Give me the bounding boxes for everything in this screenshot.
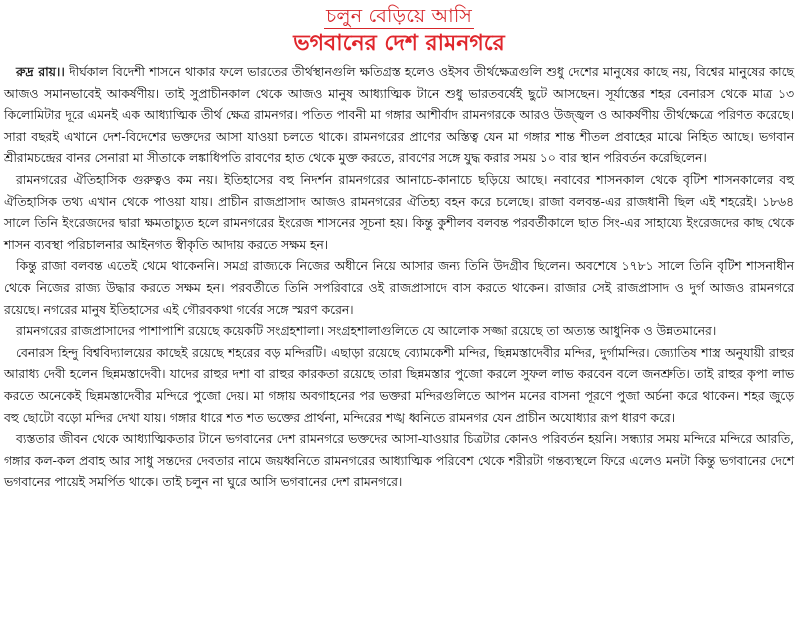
article-body [4, 62, 794, 494]
article-paragraph-5: বেনারস হিন্দু বিশ্ববিদ্যালয়ের কাছেই রয়েছে শহরের বড় মন্দিরটি। এছাড়া রয়েছে ব্যোমকেশী মন্দির, ছিন্নমস্তাদেবীর মন্দির, দুর্গামন্দির। জ্যোতিষ শাস্ত্র অনুযায়ী রাহুর আরাধ্য দেবী হলেন ছিন্নমস্তাদেবী। যাদের রাহুর দশা বা রাহুর কারকতা রয়েছে তারা ছিন্নমস্তার পুজো করলে সুফল লাভ করবেন বলে জনশ্রুতি। তাই রাহুর কৃপা লাভ করতে অনেকেই ছিন্নমস্তাদেবীর মন্দিরে পুজো দেয়। মা গঙ্গায় অবগাহনের পর ভক্তরা মন্দিরগুলিতে আপন মনের বাসনা পূরণে পুজা অর্চনা করে থাকেন। শহর জুড়ে বহু ছোটো বড়ো মন্দির দেখা যায়। গঙ্গার ধারে শত শত ভক্তের প্রার্থনা, মন্দিরের শঙ্খ ধ্বনিতে রামনগর যেন প্রাচীন অযোধ্যার রূপ ধারণ করে। [4, 345, 794, 425]
kicker-text: চলুন বেড়িয়ে আসি [325, 5, 473, 27]
article-paragraph-2: রামনগরের ঐতিহাসিক গুরুত্বও কম নয়। ইতিহাসের বহু নিদর্শন রামনগরের আনাচে-কানাচে ছড়িয়ে আছে। নবাবের শাসনকাল থেকে বৃটিশ শাসনকালের বহু ঐতিহাসিক তথ্য এখান থেকে পাওয়া যায়। প্রাচীন রাজপ্রাসাদ আজও রামনগরের ঐতিহ্য বহন করে চলেছে। রাজা বলবন্ত-এর রাজধানী ছিল এই শহরেই। ১৮৬৪ সালে তিনি ইংরেজদের দ্বারা ক্ষমতাচ্যুত হলে রামনগরের ইংরেজ শাসনের সূচনা হয়। কিন্তু কুশীলব বলবন্ত পরবর্তীকালে ছাত সিং-এর সাহায্যে ইংরেজদের কাছ থেকে শাসন ব্যবস্থা পরিচালনার আইনগত স্বীকৃতি আদায় করতে সক্ষম হন। [4, 172, 794, 252]
article-paragraph-4: রামনগরের রাজপ্রাসাদের পাশাপাশি রয়েছে কয়েকটি সংগ্রহশালা। সংগ্রহশালাগুলিতে যে আলোক সজ্জা রয়েছে তা অত্যন্ত আধুনিক ও উন্নতমানের। [16, 324, 717, 339]
article-paragraph-1 [4, 62, 794, 170]
article-paragraph-6: ব্যস্ততার জীবন থেকে আধ্যাত্মিকতার টানে ভগবানের দেশ রামনগরে ভক্তদের আসা-যাওয়ার চিত্রটার কোনও পরিবর্তন হয়নি। সন্ধ্যার সময় মন্দিরে মন্দিরে আরতি, গঙ্গার কল-কল প্রবাহ আর সাধু সন্তদের দেবতার নামে জয়ধ্বনিতে রামনগরের আধ্যাত্মিক পরিবেশ থেকে শরীরটা গন্তব্যস্থলে ফিরে এলেও মনটা কিন্তু ভগবানের দেশে ভগবানের পায়েই সমর্পিত থাকে। তাই চলুন না ঘুরে আসি ভগবানের দেশ রামনগরে। [4, 432, 794, 490]
byline: রুদ্র রায়।। [16, 65, 65, 79]
article-kicker [4, 4, 794, 30]
article-headline: ভগবানের দেশ রামনগরে [293, 31, 505, 56]
article-paragraph-3: কিন্তু রাজা বলবন্ত এতেই থেমে থাকেননি। সমগ্র রাজ্যকে নিজের অধীনে নিয়ে আসার জন্য তিনি উদগ্রীব ছিলেন। অবশেষে ১৭৮১ সালে তিনি বৃটিশ শাসনাধীন থেকে নিজের রাজ্য উদ্ধার করতে সক্ষম হন। পরবর্তীতে তিনি সপরিবারে ওই রাজপ্রাসাদে বাস করতে থাকেন। রাজার সেই রাজপ্রাসাদ ও দুর্গ আজও রামনগরে রয়েছে। নগরের মানুষ ইতিহাসের এই গৌরবকথা গর্বের সঙ্গে স্মরণ করেন। [4, 259, 794, 317]
paragraph-1-text: দীর্ঘকাল বিদেশী শাসনে থাকার ফলে ভারতের তীর্থস্থানগুলি ক্ষতিগ্রস্ত হলেও ওইসব তীর্থক্ষেত্রগুলি শুধু দেশের মানুষের কাছে নয়, বিশ্বের মানুষের কাছে আজও সমানভাবেই আকর্ষণীয়। তাই সুপ্রাচীনকাল থেকে আজও মানুষ আধ্যাত্মিক টানে শুধু ভারতবর্ষেই ছুটে আসছেন। সূর্যাস্তের শহর বেনারস থেকে মাত্র ১৩ কিলোমিটার দূরে এমনই এক আধ্যাত্মিক তীর্থ ক্ষেত্র রামনগর। পতিত পাবনী মা গঙ্গার আশীর্বাদ রামনগরকে আরও উজ্জ্বল ও আকর্ষণীয় তীর্থক্ষেত্রে পরিণত করেছে। সারা বছরই এখানে দেশ-বিদেশের ভক্তদের আসা যাওয়া চলতে থাকে। রামনগরের প্রাণের অস্তিত্ব যেন মা গঙ্গার শান্ত শীতল প্রবাহের মাঝে নিহিত আছে। ভগবান শ্রীরামচন্দ্রের বানর সেনারা মা সীতাকে লঙ্কাধিপতি রাবণের হাত থেকে মুক্ত করতে, রাবণের সঙ্গে যুদ্ধ করার সময় ১০ বার স্থান পরিবর্তন করেছিলেন। [4, 65, 794, 166]
